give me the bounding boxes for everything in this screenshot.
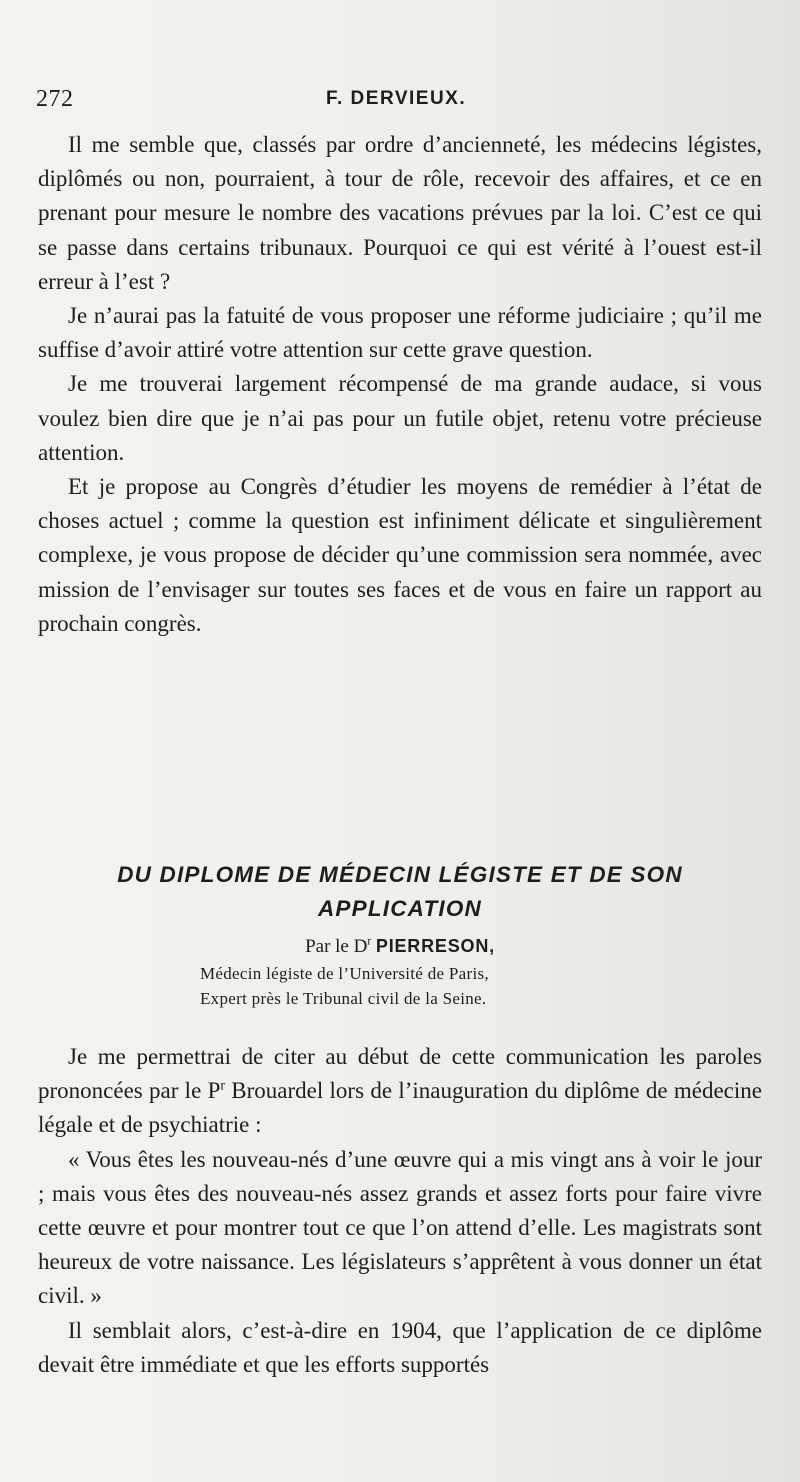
quotation-paragraph: « Vous êtes les nouveau-nés d’une œuvre qui a mis vingt ans à voir le jour ; mais vous êtes des nouveau-nés assez grands et assez forts pour faire vivre cette œuvre et pour montrer tout ce que l’on attend d’elle. Les magistrats sont heureux de votre naissance. Les législateurs s’apprêtent à vous donner un état civil. »: [38, 1146, 762, 1309]
byline-prefix-sup: r: [367, 935, 372, 948]
author-name: PIERRESON,: [375, 936, 495, 956]
paragraph: Il semblait alors, c’est-à-dire en 1904, que l’application de ce diplôme devait être immédiate et que les efforts supportés: [38, 1317, 762, 1377]
section-1-body: [38, 128, 762, 641]
author-affiliation: Médecin légiste de l’Université de Paris,: [200, 964, 489, 983]
paragraph-part: Brouardel lors de l’inauguration du diplôme de médecine légale et de psychiatrie :: [38, 1078, 762, 1138]
professor-sup: r: [220, 1077, 225, 1093]
paragraph-part: Je me permettrai de citer au début de cette communication les paroles prononcées par le P: [38, 1044, 762, 1104]
running-head: F. DERVIEUX.: [326, 88, 467, 109]
byline: [150, 934, 650, 1011]
section-2-body: [38, 1040, 762, 1382]
paragraph: Je me trouverai largement récompensé de ma grande audace, si vous voulez bien dire que je n’ai pas pour un futile objet, retenu votre précieuse attention.: [38, 371, 762, 465]
byline-author: [150, 934, 650, 959]
paragraph: Il me semble que, classés par ordre d’ancienneté, les médecins légistes, diplômés ou non, pourraient, à tour de rôle, recevoir des affaires, et ce en prenant pour mesure le nombre des vacations prévues par la loi. C’est ce qui se passe dans certains tribunaux. Pourquoi ce qui est vérité à l’ouest est-il erreur à l’est ?: [38, 132, 762, 294]
paragraph: Je n’aurai pas la fatuité de vous proposer une réforme judiciaire ; qu’il me suffise d’avoir attiré votre attention sur cette grave question.: [38, 303, 762, 363]
paragraph: Et je propose au Congrès d’étudier les moyens de remédier à l’état de choses actuel ; comme la question est infiniment délicate et singulièrement complexe, je vous propose de décider qu’une commission sera nommée, avec mission de l’envisager sur toutes ses faces et de vous en faire un rapport au prochain congrès.: [38, 474, 762, 636]
page-number: 272: [36, 86, 74, 112]
byline-prefix: Par le D: [305, 936, 368, 957]
author-title: Expert près le Tribunal civil de la Seine.: [200, 989, 487, 1008]
section-title: DU DIPLOME DE MÉDECIN LÉGISTE ET DE SON APPLICATION: [117, 862, 683, 921]
paragraph: [38, 1040, 762, 1143]
page-header: [36, 86, 762, 118]
